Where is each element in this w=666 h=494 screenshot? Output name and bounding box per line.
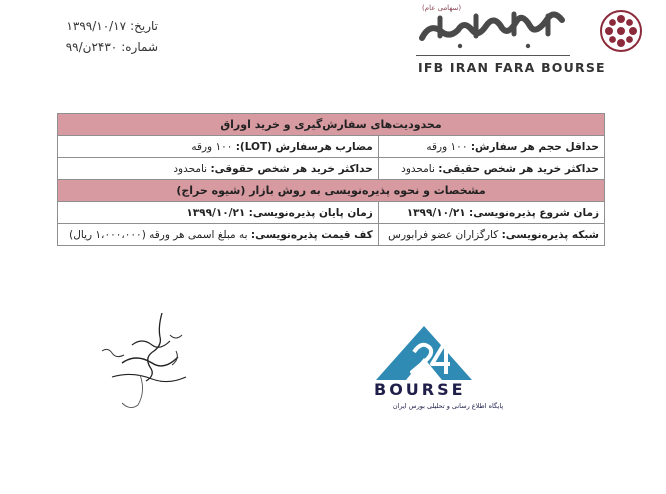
number-row — [38, 37, 158, 58]
lot-label: مضارب هرسفارش (LOT): — [235, 140, 373, 153]
network-label: شبکه پذیره‌نویسی: — [501, 228, 599, 241]
date-label: تاریخ: — [130, 19, 158, 33]
cell-network — [378, 224, 604, 246]
min-order-label: حداقل حجم هر سفارش: — [470, 140, 599, 153]
section-title-auction: مشخصات و نحوه پذیره‌نویسی به روش بازار (شیوه حراج) — [58, 180, 605, 202]
cell-start-time — [378, 202, 604, 224]
document-meta — [38, 16, 158, 58]
max-legal-value: نامحدود — [173, 162, 208, 175]
table-row — [58, 158, 605, 180]
min-order-value: ۱۰۰ ورقه — [426, 140, 468, 153]
logo-latin-text — [418, 60, 606, 75]
section-title-order-limits: محدودیت‌های سفارش‌گیری و خرید اوراق — [58, 114, 605, 136]
bourse-subtitle: پایگاه اطلاع رسانی و تحلیلی بورس ایران — [392, 402, 504, 410]
section-header-row — [58, 180, 605, 202]
fara-bourse-logo — [408, 0, 648, 78]
date-row — [38, 16, 158, 37]
number-label: شماره: — [121, 40, 158, 54]
table-row — [58, 202, 605, 224]
cell-min-order — [378, 136, 604, 158]
table-row — [58, 224, 605, 246]
number-value: ۲۴۳۰ن/۹۹ — [65, 40, 118, 54]
logo-prefix: IFB — [418, 60, 445, 75]
floor-price-label: کف قیمت پذیره‌نویسی: — [250, 228, 373, 241]
logo-company-type: (سهامی عام) — [422, 4, 462, 12]
lot-value: ۱۰۰ ورقه — [191, 140, 233, 153]
cell-floor-price — [58, 224, 379, 246]
network-value: کارگزاران عضو فرابورس — [388, 228, 499, 241]
logo-latin-name: IRAN FARA BOURSE — [449, 60, 606, 75]
end-time-value: ۱۳۹۹/۱۰/۲۱ — [186, 206, 246, 219]
table-row — [58, 136, 605, 158]
section-header-row — [58, 114, 605, 136]
logo-divider — [416, 55, 570, 56]
date-value: ۱۳۹۹/۱۰/۱۷ — [66, 19, 127, 33]
bourse-wordmark: BOURSE — [374, 380, 466, 399]
cell-end-time — [58, 202, 379, 224]
logo-pomegranate-icon — [598, 8, 644, 54]
max-natural-label: حداکثر خرید هر شخص حقیقی: — [438, 162, 599, 175]
end-time-label: زمان پایان پذیره‌نویسی: — [248, 206, 373, 219]
cell-lot — [58, 136, 379, 158]
mountain-24-icon — [366, 322, 526, 382]
max-legal-label: حداکثر خرید هر شخص حقوقی: — [210, 162, 373, 175]
floor-price-value: به مبلغ اسمی هر ورقه (۱،۰۰۰،۰۰۰ ریال) — [69, 228, 248, 241]
signature-image — [92, 305, 202, 415]
subscription-terms-table — [57, 113, 605, 246]
start-time-value: ۱۳۹۹/۱۰/۲۱ — [406, 206, 466, 219]
cell-max-natural — [378, 158, 604, 180]
start-time-label: زمان شروع پذیره‌نویسی: — [469, 206, 599, 219]
cell-max-legal — [58, 158, 379, 180]
max-natural-value: نامحدود — [401, 162, 435, 175]
bourse-info-logo — [366, 322, 526, 422]
logo-persian-text — [416, 8, 571, 52]
